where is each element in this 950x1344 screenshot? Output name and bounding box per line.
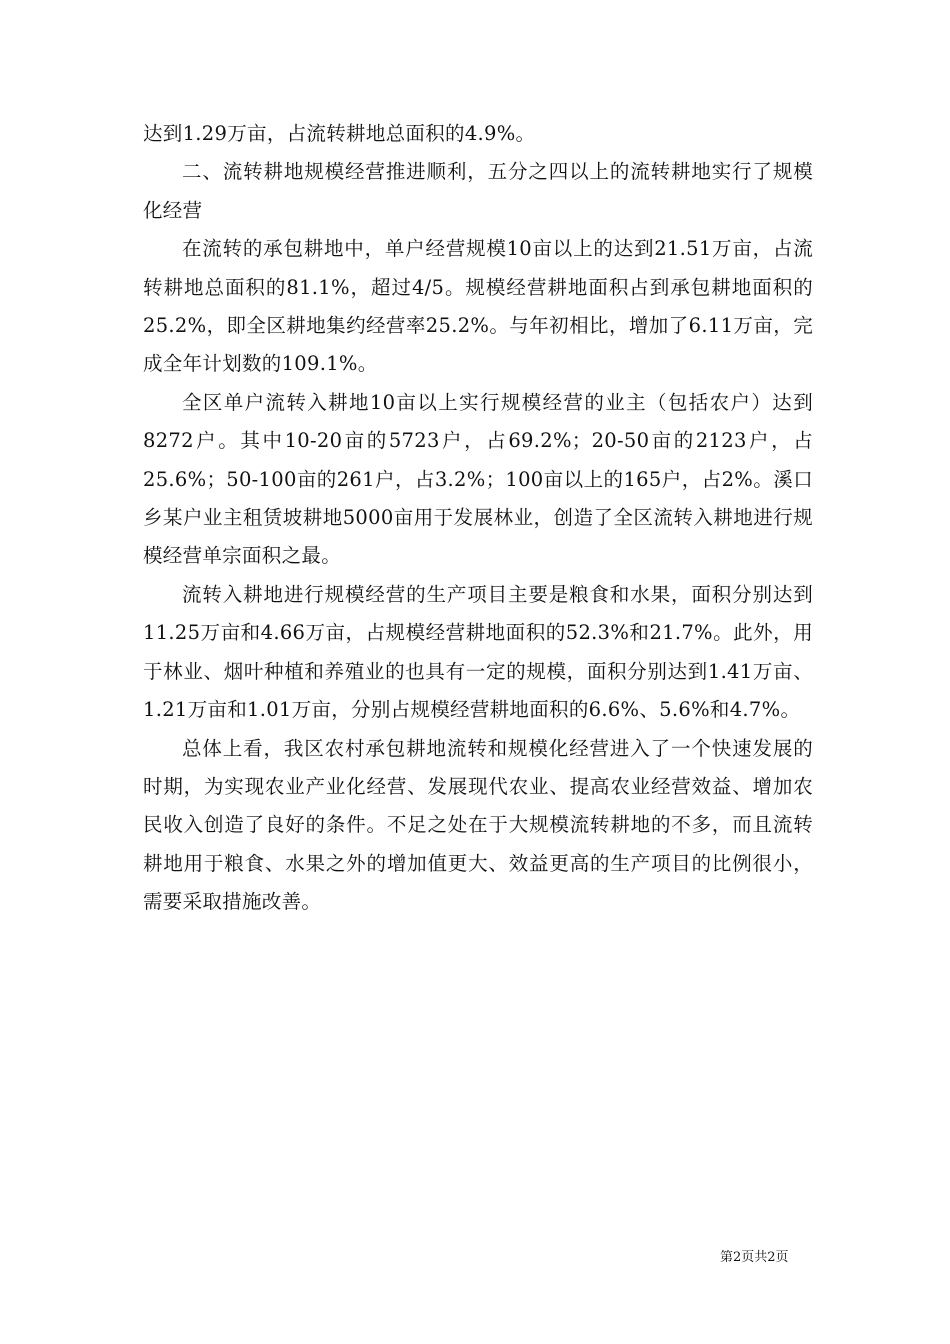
section-heading: 二、流转耕地规模经营推进顺利，五分之四以上的流转耕地实行了规模化经营 [143,160,813,222]
paragraph: 流转入耕地进行规模经营的生产项目主要是粮食和水果，面积分别达到11.25万亩和4.66万亩，占规模经营耕地面积的52.3%和21.7%。此外，用于林业、烟叶种植和养殖业的也具有一定的规模，面积分别达到1.41万亩、1.21万亩和1.01万亩，分别占规模经营耕地面积的6.6%、5.6%和4.7%。 [143,582,813,722]
paragraph: 在流转的承包耕地中，单户经营规模10亩以上的达到21.51万亩，占流转耕地总面积的81.1%，超过4/5。规模经营耕地面积占到承包耕地面积的25.2%，即全区耕地集约经营率25.2%。与年初相比，增加了6.11万亩，完成全年计划数的109.1%。 [143,237,813,376]
paragraph: 总体上看，我区农村承包耕地流转和规模化经营进入了一个快速发展的时期，为实现农业产业化经营、发展现代农业、提高农业经营效益、增加农民收入创造了良好的条件。不足之处在于大规模流转耕地的不多，而且流转耕地用于粮食、水果之外的增加值更大、效益更高的生产项目的比例很小，需要采取措施改善。 [143,736,813,914]
paragraph: 全区单户流转入耕地10亩以上实行规模经营的业主（包括农户）达到8272户。其中10-20亩的5723户，占69.2%；20-50亩的2123户，占25.6%；50-100亩的261户，占3.2%；100亩以上的165户，占2%。溪口乡某户业主租赁坡耕地5000亩用于发展林业，创造了全区流转入耕地进行规模经营单宗面积之最。 [143,390,813,568]
document-body [143,115,813,922]
paragraph-continuation: 达到1.29万亩，占流转耕地总面积的4.9%。 [143,122,536,145]
page-number: 第2页共2页 [720,1250,789,1265]
